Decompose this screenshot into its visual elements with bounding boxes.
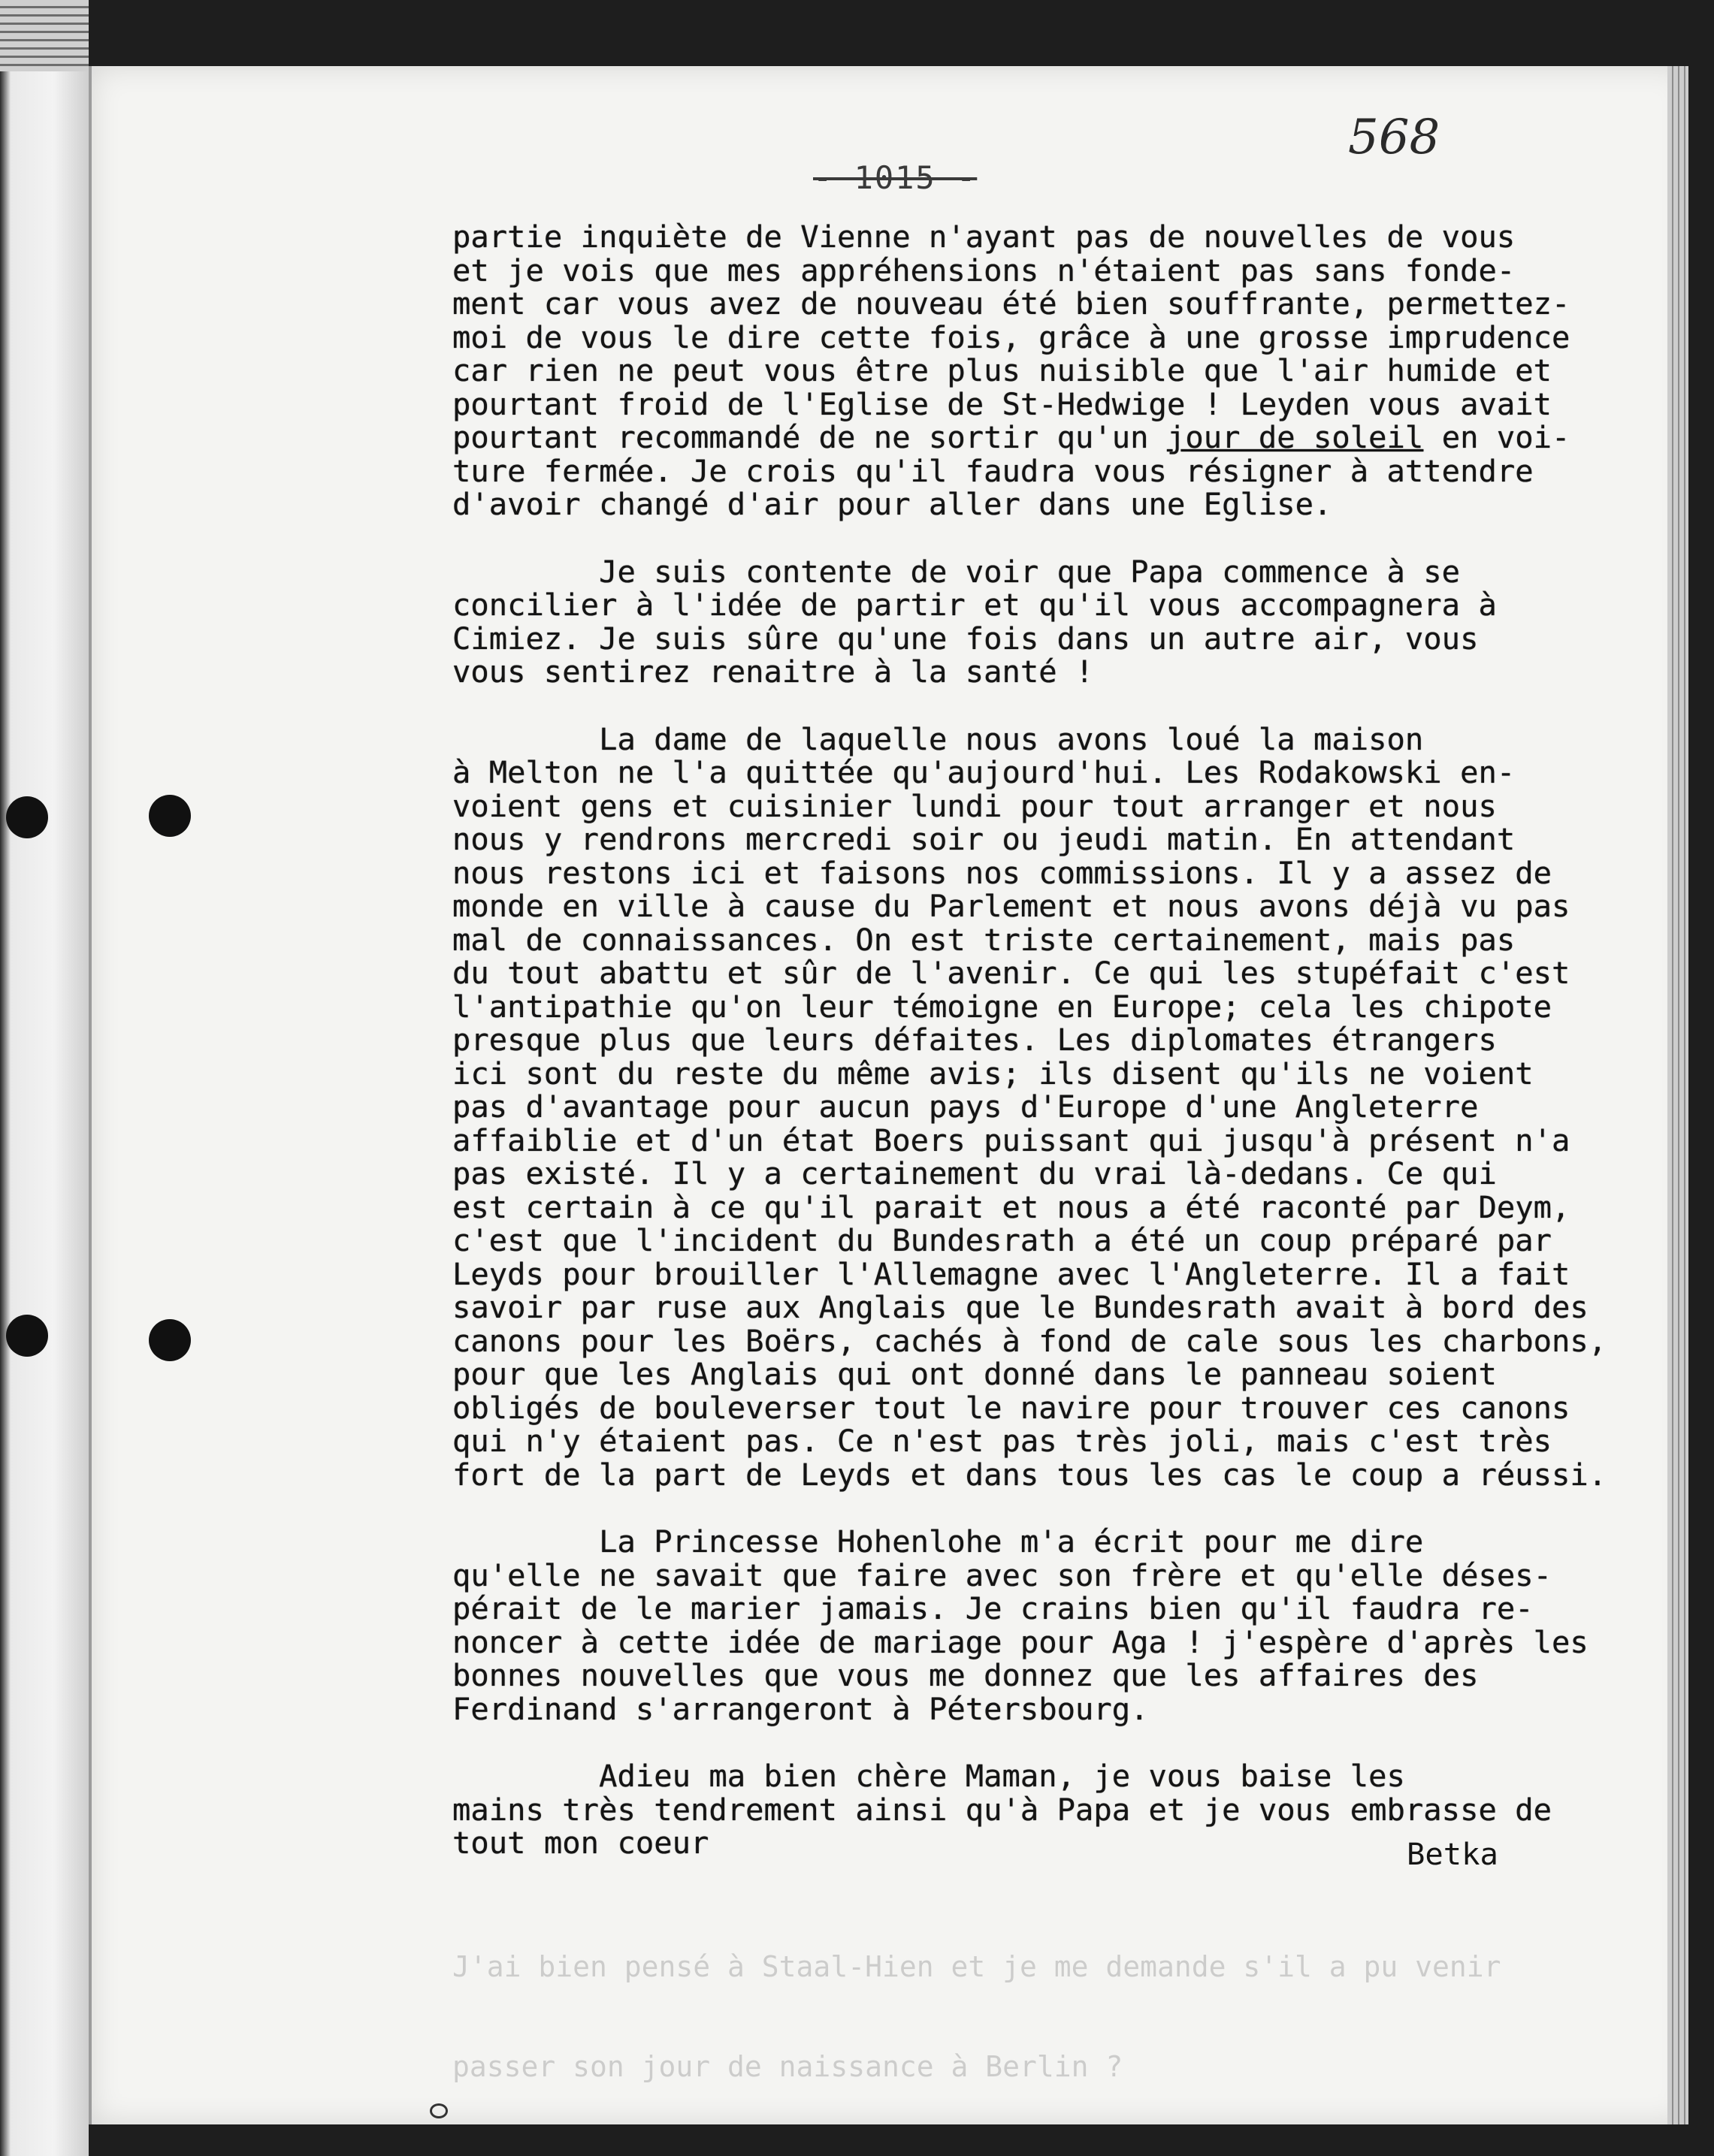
text-line: fort de la part de Leyds et dans tous les cas le coup a réussi.: [452, 1456, 1607, 1493]
text-line: Je suis contente de voir que Papa commence à se: [452, 553, 1461, 590]
text-line: pourtant recommandé de ne sortir qu'un jour de soleil en voi-: [452, 419, 1570, 455]
text-line: presque plus que leurs défaites. Les diplomates étrangers: [452, 1022, 1497, 1058]
text-line: affaiblie et d'un état Boers puissant qui jusqu'à présent n'a: [452, 1122, 1570, 1158]
text-line: savoir par ruse aux Anglais que le Bundesrath avait à bord des: [452, 1289, 1589, 1325]
text-line: d'avoir changé d'air pour aller dans une Eglise.: [452, 486, 1332, 522]
text-line: ture fermée. Je crois qu'il faudra vous résigner à attendre: [452, 452, 1534, 489]
text-line: du tout abattu et sûr de l'avenir. Ce qui les stupéfait c'est: [452, 955, 1570, 991]
text-line: La dame de laquelle nous avons loué la maison: [452, 720, 1424, 757]
punch-hole-bottom: [149, 1319, 191, 1361]
struck-header-number: - 1015 -: [813, 159, 978, 196]
paragraph: [452, 555, 1688, 689]
text-line: pas existé. Il y a certainement du vrai là-dedans. Ce qui: [452, 1155, 1497, 1191]
text-line: à Melton ne l'a quittée qu'aujourd'hui. Les Rodakowski en-: [452, 754, 1516, 790]
bleed-through-line: J'ai bien pensé à Staal-Hien et je me demande s'il a pu venir: [452, 1950, 1501, 1983]
text-line: bonnes nouvelles que vous me donnez que les affaires des: [452, 1657, 1479, 1693]
text-line: pérait de le marier jamais. Je crains bien qu'il faudra re-: [452, 1590, 1534, 1626]
paragraph: [452, 1759, 1688, 1860]
letter-page: [89, 66, 1688, 2124]
bleed-through-text: [452, 1884, 1688, 2124]
text-line: La Princesse Hohenlohe m'a écrit pour me dire: [452, 1523, 1424, 1560]
stacked-pages-edge: [0, 0, 89, 71]
text-line: l'antipathie qu'on leur témoigne en Europe; cela les chipote: [452, 988, 1552, 1025]
text-line: moi de vous le dire cette fois, grâce à une grosse imprudence: [452, 319, 1570, 355]
text-line: Leyds pour brouiller l'Allemagne avec l'Angleterre. Il a fait: [452, 1255, 1570, 1292]
paragraph: [452, 220, 1688, 521]
text-line: obligés de bouleverser tout le navire pour trouver ces canons: [452, 1389, 1570, 1426]
text-line: concilier à l'idée de partir et qu'il vous accompagnera à: [452, 587, 1497, 623]
punch-hole-left-bottom: [6, 1315, 48, 1357]
text-line: ici sont du reste du même avis; ils disent qu'ils ne voient: [452, 1055, 1534, 1092]
text-line: pas d'avantage pour aucun pays d'Europe d'une Angleterre: [452, 1089, 1479, 1125]
punch-hole-top: [149, 795, 191, 837]
text-line: ment car vous avez de nouveau été bien souffrante, permettez-: [452, 285, 1570, 322]
text-line: car rien ne peut vous être plus nuisible que l'air humide et: [452, 352, 1552, 388]
text-line: monde en ville à cause du Parlement et nous avons déjà vu pas: [452, 888, 1570, 924]
text-line: Ferdinand s'arrangeront à Pétersbourg.: [452, 1690, 1149, 1727]
text-line: et je vois que mes appréhensions n'étaient pas sans fonde-: [452, 252, 1516, 288]
text-line: pourtant froid de l'Eglise de St-Hedwige ! Leyden vous avait: [452, 385, 1552, 422]
text-line: voient gens et cuisinier lundi pour tout arranger et nous: [452, 787, 1497, 824]
text-line: noncer à cette idée de mariage pour Aga ! j'espère d'après les: [452, 1623, 1589, 1660]
text-line: c'est que l'incident du Bundesrath a été un coup préparé par: [452, 1222, 1552, 1258]
signature: Betka: [1407, 1836, 1498, 1872]
bleed-through-line: passer son jour de naissance à Berlin ?: [452, 2049, 1123, 2083]
underlined-phrase: jour de soleil: [1166, 419, 1424, 455]
text-line: qui n'y étaient pas. Ce n'est pas très joli, mais c'est très: [452, 1423, 1552, 1459]
paragraph: [452, 720, 1688, 1493]
binder-strip: [0, 0, 89, 2156]
text-line: nous y rendrons mercredi soir ou jeudi matin. En attendant: [452, 821, 1516, 857]
text-line: pour que les Anglais qui ont donné dans le panneau soient: [452, 1356, 1497, 1392]
letter-body: [452, 220, 1688, 1894]
punch-hole-left-top: [6, 796, 48, 838]
text-line: mal de connaissances. On est triste certainement, mais pas: [452, 921, 1516, 958]
text-line: mains très tendrement ainsi qu'à Papa et je vous embrasse de: [452, 1791, 1552, 1828]
paragraph: [452, 1525, 1688, 1726]
page-number: 568: [1348, 110, 1440, 165]
text-line: tout mon coeur: [452, 1825, 709, 1861]
text-line: Cimiez. Je suis sûre qu'une fois dans un autre air, vous: [452, 620, 1479, 657]
text-line: Adieu ma bien chère Maman, je vous baise les: [452, 1758, 1405, 1794]
text-line: qu'elle ne savait que faire avec son frère et qu'elle déses-: [452, 1557, 1552, 1593]
text-line: nous restons ici et faisons nos commissions. Il y a assez de: [452, 854, 1552, 891]
text-line: partie inquiète de Vienne n'ayant pas de nouvelles de vous: [452, 219, 1516, 255]
text-line: vous sentirez renaitre à la santé !: [452, 654, 1094, 690]
text-line: est certain à ce qu'il parait et nous a été raconté par Deym,: [452, 1188, 1570, 1225]
text-line: canons pour les Boërs, cachés à fond de cale sous les charbons,: [452, 1322, 1607, 1359]
margin-mark: [430, 2103, 448, 2118]
